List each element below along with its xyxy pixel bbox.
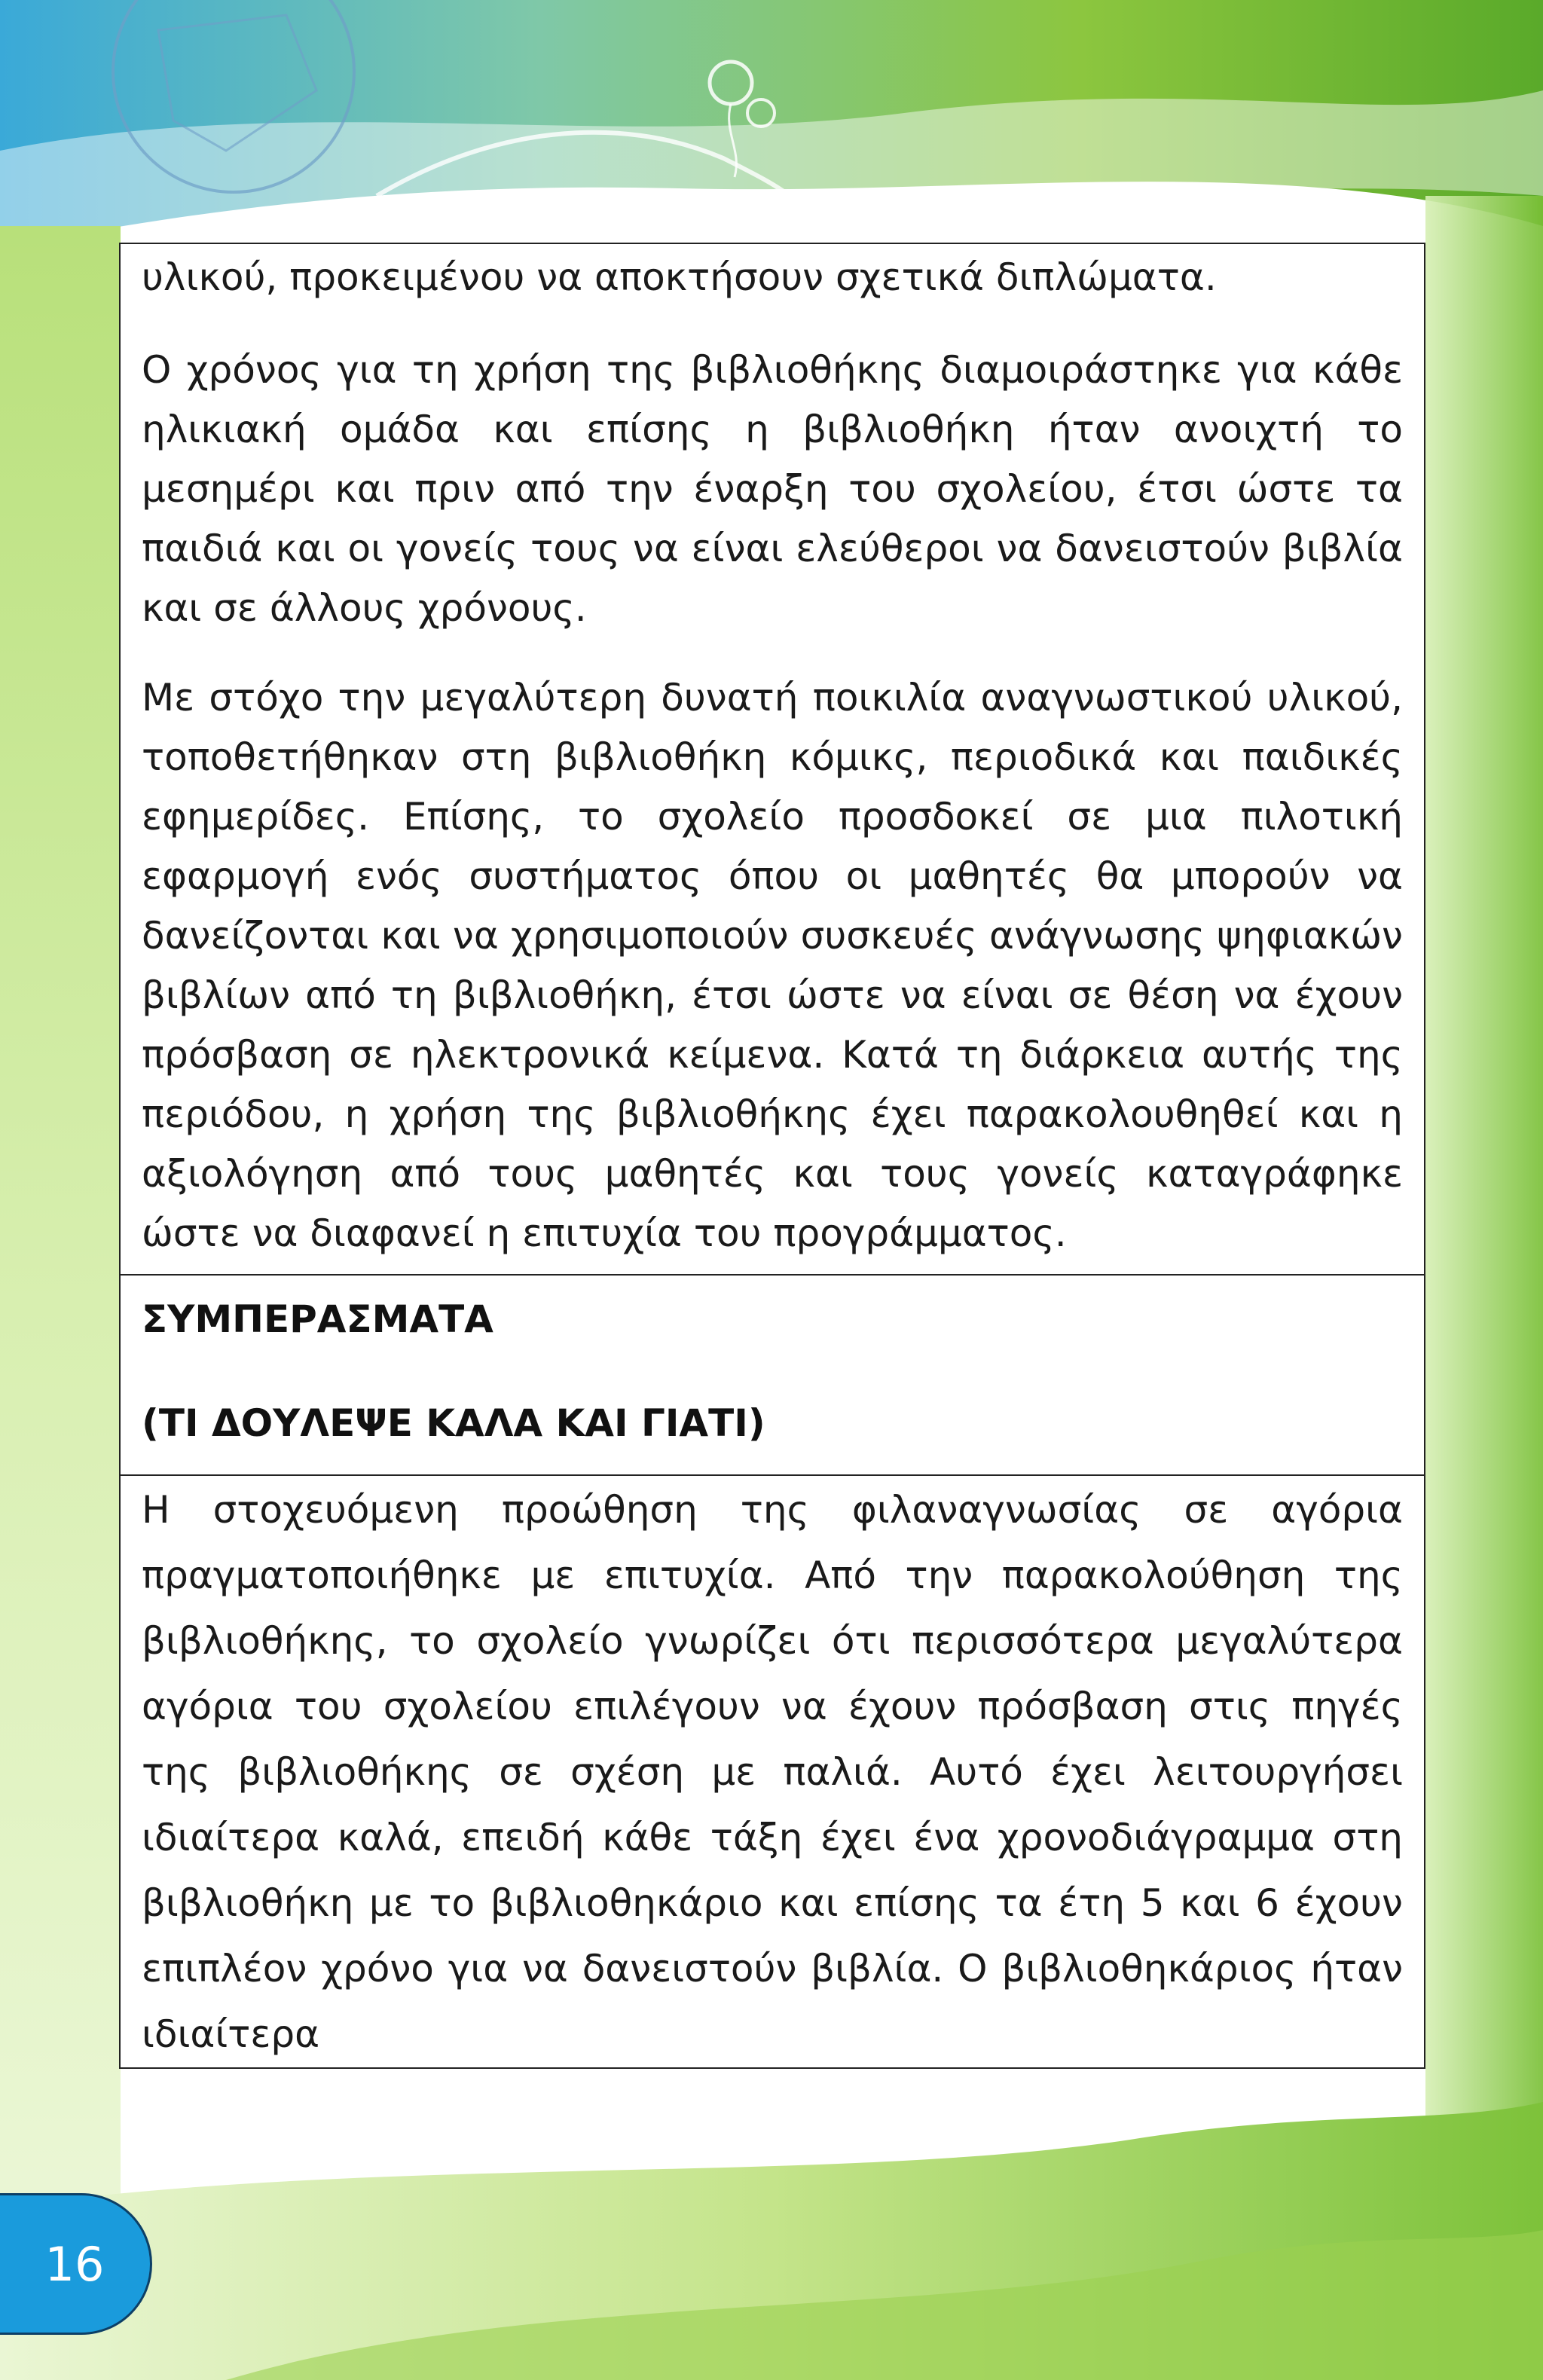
conclusions-heading-cell xyxy=(121,1274,1424,1474)
section-subtitle: (ΤΙ ΔΟΥΛΕΨΕ ΚΑΛΑ ΚΑΙ ΓΙΑΤΙ) xyxy=(142,1401,765,1445)
paragraph: Ο χρόνος για τη χρήση της βιβλιοθήκης διαμοιράστηκε για κάθε ηλικιακή ομάδα και επίσης η βιβλιοθήκη ήταν ανοιχτή το μεσημέρι και πριν από την έναρξη του σχολείου, έτσι ώστε τα παιδιά και οι γονείς τους να είναι ελεύθεροι να δανειστούν βιβλία και σε άλλους χρόνους. xyxy=(142,348,1403,630)
content-cell-2 xyxy=(121,1474,1424,2067)
page-number: 16 xyxy=(0,2193,152,2335)
paragraph: Με στόχο την μεγαλύτερη δυνατή ποικιλία αναγνωστικού υλικού, τοποθετήθηκαν στη βιβλιοθήκη κόμικς, περιοδικά και παιδικές εφημερίδες. Επίσης, το σχολείο προσδοκεί σε μια πιλοτική εφαρμογή ενός συστήματος όπου οι μαθητές θα μπορούν να δανείζονται και να χρησιμοποιούν συσκευές ανάγνωσης ψηφιακών βιβλίων από τη βιβλιοθήκη, έτσι ώστε να είναι σε θέση να έχουν πρόσβαση σε ηλεκτρονικά κείμενα. Κατά τη διάρκεια αυτής της περιόδου, η χρήση της βιβλιοθήκης έχει παρακολουθηθεί και η αξιολόγηση από τους μαθητές και τους γονείς καταγράφηκε ώστε να διαφανεί η επιτυχία του προγράμματος. xyxy=(142,676,1403,1255)
section-title: ΣΥΜΠΕΡΑΣΜΑΤΑ xyxy=(142,1297,493,1341)
content-cell-1 xyxy=(121,244,1424,1274)
paragraph: Η στοχευόμενη προώθηση της φιλαναγνωσίας σε αγόρια πραγματοποιήθηκε με επιτυχία. Από την παρακολούθηση της βιβλιοθήκης, το σχολείο γνωρίζει ότι περισσότερα μεγαλύτερα αγόρια του σχολείου επιλέγουν να έχουν πρόσβαση στις πηγές της βιβλιοθήκης σε σχέση με παλιά. Αυτό έχει λειτουργήσει ιδιαίτερα καλά, επειδή κάθε τάξη έχει ένα χρονοδιάγραμμα στη βιβλιοθήκη με το βιβλιοθηκάριο και επίσης τα έτη 5 και 6 έχουν επιπλέον χρόνο για να δανειστούν βιβλία. Ο βιβλιοθηκάριος ήταν ιδιαίτερα xyxy=(142,1488,1403,2056)
paragraph: υλικού, προκειμένου να αποκτήσουν σχετικά διπλώματα. xyxy=(142,255,1217,299)
content-table xyxy=(119,243,1425,2069)
